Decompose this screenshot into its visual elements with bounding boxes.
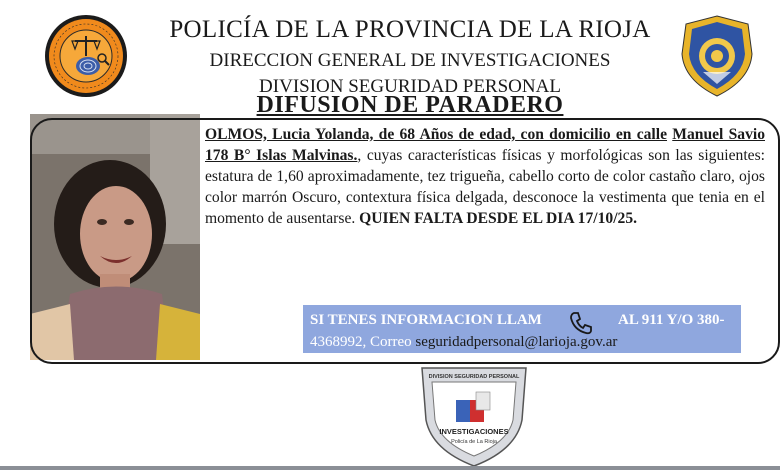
contact-line-2 [310,334,617,351]
division-badge-icon [418,364,530,468]
missing-person-name: OLMOS, Lucia Yolanda, de 68 Años de edad, [205,126,516,143]
header-subtitle-directorate: DIRECCION GENERAL DE INVESTIGACIONES [209,50,611,71]
missing-since: QUIEN FALTA DESDE EL DIA 17/10/25. [359,210,638,227]
missing-person-address: Manuel Savio 178 B° Islas Malvinas. [205,126,765,164]
contact-line-1a: SI TENES INFORMACION LLAM [310,312,542,328]
division-badge [418,364,530,468]
physical-description: , cuyas características físicas y morfológicas son las siguientes: estatura de 1,60 aproximadamente, tez trigueña, cabello corto de color castaño claro, ojos color marrón Oscuro, contextura física delgada, desconoce la vestimenta que tenia en el momento de ausentarse. [205,147,765,227]
police-shield-logo [678,14,756,98]
contact-line-1b: AL 911 Y/O 380- [618,312,725,328]
header-subtitle-division: DIVISION SEGURIDAD PERSONAL [259,76,561,97]
badge-main-text: INVESTIGACIONES [439,427,509,436]
badge-top-text: DIVISION SEGURIDAD PERSONAL [428,374,520,380]
bottom-divider [0,466,780,470]
police-seal-logo [44,14,128,98]
contact-phone-suffix: 4368992, Correo [310,334,416,350]
badge-sub-text: Policía de La Rioja [451,439,497,445]
police-seal-icon [44,14,128,98]
page-title: DIFUSION DE PARADERO [256,92,564,118]
address-prefix: con domicilio en calle [515,126,668,143]
contact-email[interactable]: seguridadpersonal@larioja.gov.ar [415,334,618,350]
header-title-police: POLICÍA DE LA PROVINCIA DE LA RIOJA [169,16,651,43]
police-shield-icon [678,14,756,98]
phone-icon [568,310,594,336]
missing-person-photo [30,114,200,360]
person-photo-icon [30,114,200,360]
notice-body [205,124,765,229]
